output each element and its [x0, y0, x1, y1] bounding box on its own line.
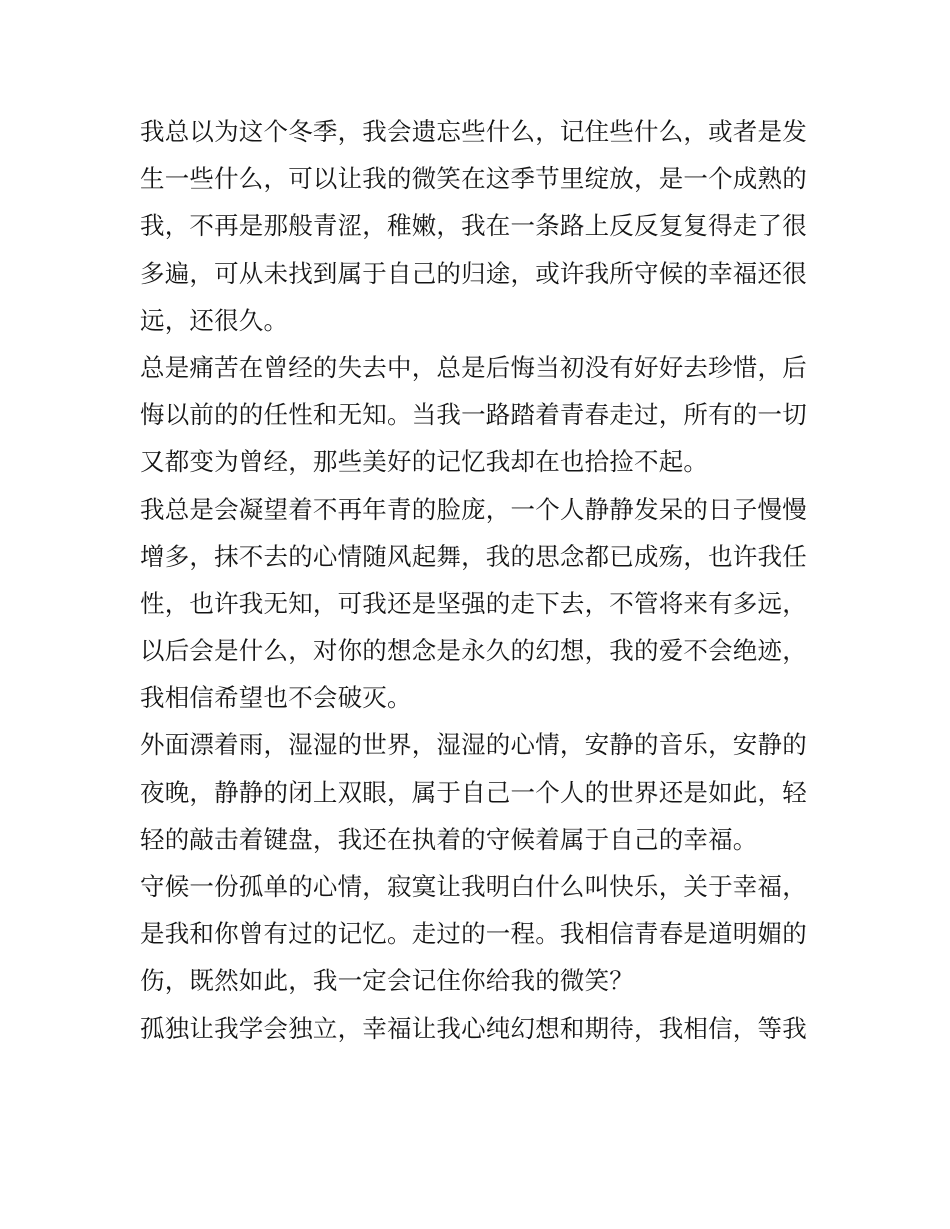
text-line: 守候一份孤单的心情，寂寞让我明白什么叫快乐，关于幸福， — [140, 872, 807, 901]
paragraph-5 — [140, 863, 820, 1005]
text-line: 又都变为曾经，那些美好的记忆我却在也拾捡不起。 — [140, 447, 709, 477]
text-line: 我，不再是那般青涩，稚嫩，我在一条路上反反复复得走了很 — [140, 211, 807, 241]
text-line: 性，也许我无知，可我还是坚强的走下去，不管将来有多远， — [140, 588, 807, 618]
text-line: 悔以前的的任性和无知。当我一路踏着青春走过，所有的一切 — [140, 400, 807, 430]
text-line: 是我和你曾有过的记忆。走过的一程。我相信青春是道明媚的 — [140, 919, 807, 949]
text-line: 伤，既然如此，我一定会记住你给我的微笑？ — [140, 966, 634, 996]
document-body — [140, 108, 820, 1052]
paragraph-2 — [140, 344, 820, 486]
text-line: 轻的敲击着键盘，我还在执着的守候着属于自己的幸福。 — [140, 824, 758, 854]
text-line: 我总以为这个冬季，我会遗忘些什么，记住些什么，或者是发 — [140, 117, 807, 146]
text-line: 以后会是什么，对你的想念是永久的幻想，我的爱不会绝迹， — [140, 636, 807, 666]
paragraph-3 — [140, 486, 820, 722]
paragraph-6 — [140, 1005, 820, 1052]
text-line: 外面漂着雨，湿湿的世界，湿湿的心情，安静的音乐，安静的 — [140, 730, 807, 760]
paragraph-4 — [140, 721, 820, 863]
text-line: 我相信希望也不会破灭。 — [140, 683, 412, 713]
text-line: 增多，抹不去的心情随风起舞，我的思念都已成殇，也许我任 — [140, 541, 807, 571]
text-line: 多遍，可从未找到属于自己的归途，或许我所守候的幸福还很 — [140, 258, 807, 288]
text-line: 总是痛苦在曾经的失去中，总是后悔当初没有好好去珍惜，后 — [140, 352, 807, 382]
text-line: 生一些什么，可以让我的微笑在这季节里绽放，是一个成熟的 — [140, 164, 807, 194]
text-line: 孤独让我学会独立，幸福让我心纯幻想和期待，我相信，等我 — [140, 1013, 807, 1043]
text-line: 夜晚，静静的闭上双眼，属于自己一个人的世界还是如此，轻 — [140, 777, 807, 807]
text-line: 远，还很久。 — [140, 305, 289, 335]
text-line: 我总是会凝望着不再年青的脸庞，一个人静静发呆的日子慢慢 — [140, 494, 807, 524]
paragraph-1 — [140, 108, 820, 344]
